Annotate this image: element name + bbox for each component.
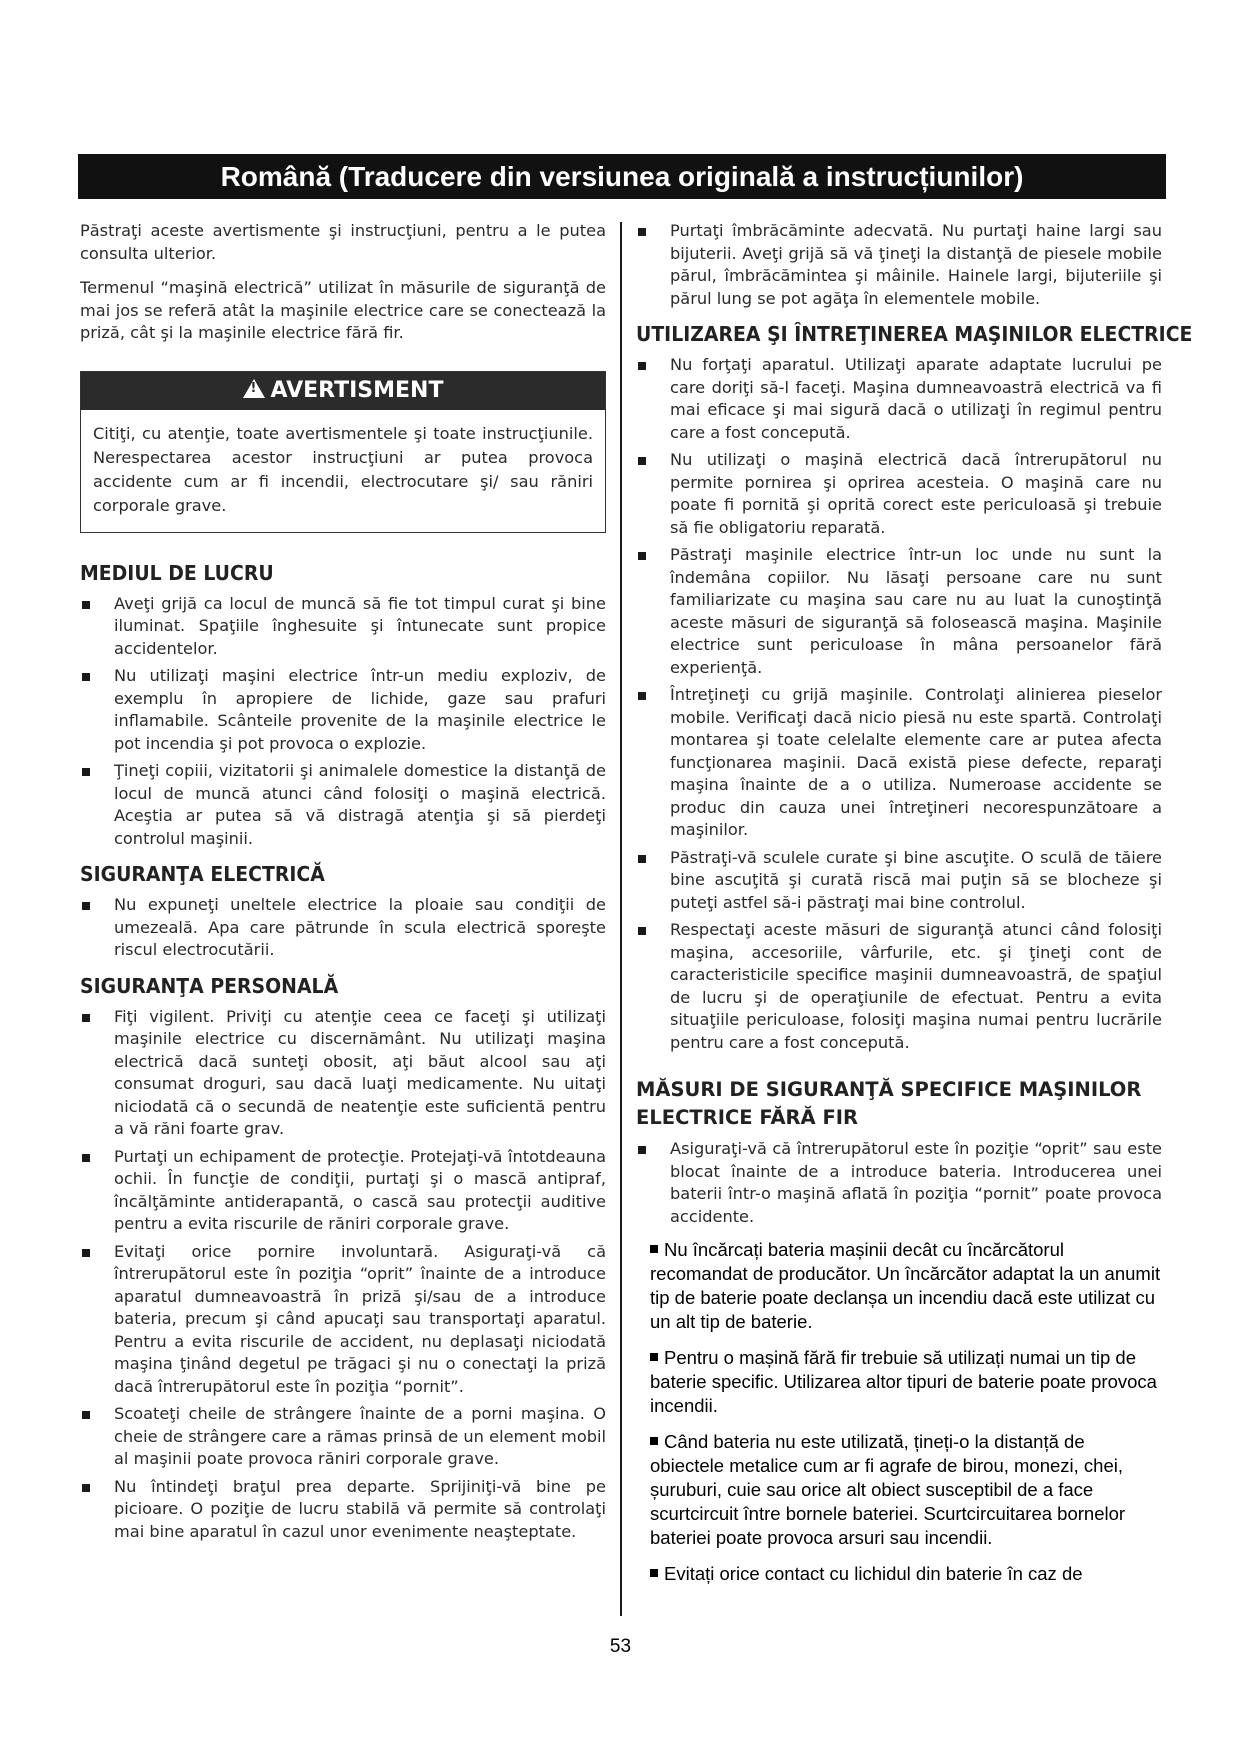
list-item: Aveţi grijă ca locul de muncă să fie tot timpul curat şi bine iluminat. Spaţiile înghesuite şi întunecate sunt propice accidentelor. (80, 593, 606, 661)
list-item: Purtaţi un echipament de protecţie. Protejaţi-vă întotdeauna ochii. În funcţie de condiţii, purtaţi şi o mască antipraf, încălţăminte antiderapantă, o cască sau protecţii auditive pentru a evita riscurile de răniri corporale grave. (80, 1146, 606, 1236)
use-care-list (636, 354, 1162, 1054)
work-area-list (80, 593, 606, 851)
list-item: Nu forţaţi aparatul. Utilizaţi aparate adaptate lucrului pe care doriţi să-l faceţi. Maşina dumneavoastră electrică va fi mai eficace şi mai sigură dacă o utilizaţi în regimul pentru care a fost concepută. (636, 354, 1162, 444)
bullet-square-icon (650, 1245, 658, 1253)
list-item: Păstraţi maşinile electrice într-un loc unde nu sunt la îndemâna copiilor. Nu lăsaţi persoane care nu sunt familiarizate cu maşina sau care nu au luat la cunoştinţă aceste măsuri de siguranţă să folosească maşina. Maşinile electrice sunt periculoase în mâna persoanelor fără experienţă. (636, 544, 1162, 679)
list-item: Evitați orice contact cu lichidul din baterie în caz de (650, 1562, 1162, 1586)
bullet-square-icon (650, 1569, 658, 1577)
personal-list (80, 1006, 606, 1544)
section-heading-cordless: MĂSURI DE SIGURANŢĂ SPECIFICE MAŞINILOR ELECTRICE FĂRĂ FIR (636, 1078, 1142, 1129)
list-item: Evitaţi orice pornire involuntară. Asiguraţi-vă că întrerupătorul este în poziţia “oprit” înainte de a introduce aparatul dumneavoastră în priză şi/sau de a introduce bateria, precum şi când apucaţi sau transportaţi aparatul. Pentru a evita riscurile de accident, nu deplasaţi niciodată maşina ţinând degetul pe trăgaci şi nu o conectaţi la priză dacă întrerupătorul este în poziţia “pornit”. (80, 1241, 606, 1399)
section-heading-work-area: MEDIUL DE LUCRU (80, 560, 274, 585)
bullet-square-icon (650, 1353, 658, 1361)
list-item: Nu expuneţi uneltele electrice la ploaie sau condiţii de umezeală. Apa care pătrunde în scula electrică sporeşte riscul electrocutării. (80, 894, 606, 962)
warning-header (81, 372, 605, 410)
intro-paragraph: Termenul “maşină electrică” utilizat în măsurile de siguranţă de mai jos se referă atât la maşinile electrice care se conectează la priză, cât şi la maşinile electrice fără fir. (80, 278, 606, 342)
warning-text: Citiţi, cu atenţie, toate avertismentele şi toate instrucţiunile. Nerespectarea acestor instrucţiuni ar putea provoca accidente cum ar fi incendii, electrocutare şi/ sau răniri corporale grave. (93, 423, 593, 515)
list-item: Fiţi vigilent. Priviţi cu atenţie ceea ce faceţi şi utilizaţi maşinile electrice cu discernământ. Nu utilizaţi maşina electrică dacă sunteţi obosit, aţi băut alcool sau aţi consumat droguri, sau dacă luaţi medicamente. Nu uitaţi niciodată că o secundă de neatenţie este suficientă pentru a vă răni foarte grav. (80, 1006, 606, 1141)
page-number: 53 (609, 1636, 632, 1657)
warning-box (80, 371, 606, 533)
warning-triangle-icon (243, 379, 265, 398)
list-item: Asiguraţi-vă că întrerupătorul este în poziţie “oprit” sau este blocat înainte de a introduce bateria. Introducerea unei baterii într-o maşină aflată în poziţia “pornit” poate provoca accidente. (636, 1138, 1162, 1228)
battery-list (636, 1238, 1162, 1586)
bullet-square-icon (650, 1437, 658, 1445)
list-item: Nu întindeţi braţul prea departe. Sprijiniţi-vă bine pe picioare. O poziţie de lucru stabilă vă permite să controlaţi mai bine aparatul în cazul unor evenimente neaşteptate. (80, 1476, 606, 1544)
list-item: Când bateria nu este utilizată, țineți-o la distanță de obiectele metalice cum ar fi agrafe de birou, monezi, chei, șuruburi, cuie sau orice alt obiect susceptibil de a face scurtcircuit între bornele bateriei. Scurtcircuitarea bornelor bateriei poate provoca arsuri sau incendii. (650, 1431, 1126, 1548)
list-item: Nu încărcați bateria mașinii decât cu încărcătorul recomandat de producător. Un încărcător adaptat la un anumit tip de baterie poate declanșa un incendiu dacă este utilizat cu un alt tip de baterie. (650, 1239, 1161, 1332)
electrical-list (80, 894, 606, 962)
list-item: Întreţineţi cu grijă maşinile. Controlaţi alinierea pieselor mobile. Verificaţi dacă nicio piesă nu este spartă. Controlaţi montarea şi toate celelalte elemente care ar putea afecta funcţionarea maşinii. Dacă există piese defecte, reparaţi maşina înainte de a o utiliza. Numeroase accidente se produc din cauza unei întreţineri necorespunzătoare a maşinilor. (636, 684, 1162, 842)
intro-paragraph: Păstraţi aceste avertismente şi instrucţiuni, pentru a le putea consulta ulterior. (80, 221, 606, 263)
list-item: Nu utilizaţi o maşină electrică dacă întrerupătorul nu permite pornirea şi oprirea acesteia. O maşină care nu poate fi pornită şi oprită corect este periculoasă şi trebuie să fie obligatoriu reparată. (636, 449, 1162, 539)
page-title-banner: Română (Traducere din versiunea originală a instrucțiunilor) (78, 154, 1166, 199)
clothing-list (636, 220, 1162, 310)
list-item: Respectaţi aceste măsuri de siguranţă atunci când folosiţi maşina, accesoriile, vârfurile, etc. şi ţineţi cont de caracteristicile specifice maşinii dumneavoastră, de spaţiul de lucru şi de operaţiunile de efectuat. Pentru a evita situaţiile periculoase, folosiţi maşina numai pentru lucrările pentru care a fost concepută. (636, 919, 1162, 1054)
warning-title: AVERTISMENT (270, 377, 444, 403)
list-item: Ţineţi copiii, vizitatorii şi animalele domestice la distanţă de locul de muncă atunci când folosiţi o maşină electrică. Aceştia ar putea să vă distragă atenţia şi să pierdeţi controlul maşinii. (80, 760, 606, 850)
right-column (636, 220, 1193, 1598)
list-item: Scoateţi cheile de strângere înainte de a porni maşina. O cheie de strângere care a rămas prinsă de un element mobil al maşinii poate provoca răniri corporale grave. (80, 1403, 606, 1471)
left-column (80, 220, 606, 1553)
list-item: Pentru o mașină fără fir trebuie să utilizați numai un tip de baterie specific. Utilizarea altor tipuri de baterie poate provoca incendii. (650, 1347, 1157, 1416)
list-item: Păstraţi-vă sculele curate şi bine ascuţite. O sculă de tăiere bine ascuţită şi curată riscă mai puţin să se blocheze şi puteţi astfel să-i păstraţi mai bine controlul. (636, 847, 1162, 915)
cordless-list (636, 1138, 1162, 1228)
section-heading-use-care: UTILIZAREA ŞI ÎNTREŢINEREA MAŞINILOR ELECTRICE (636, 322, 1193, 346)
section-heading-personal: SIGURANŢA PERSONALĂ (80, 973, 339, 998)
list-item: Purtaţi îmbrăcăminte adecvată. Nu purtaţi haine largi sau bijuterii. Aveţi grijă să vă ţineţi la distanţă de piesele mobile părul, îmbrăcămintea şi mâinile. Hainele largi, bijuteriile şi părul lung se pot agăţa în elementele mobile. (636, 220, 1162, 310)
list-item: Nu utilizaţi maşini electrice într-un mediu exploziv, de exemplu în apropiere de lichide, gaze sau prafuri inflamabile. Scânteile provenite de la maşinile electrice le pot incendia şi pot provoca o explozie. (80, 665, 606, 755)
section-heading-electrical: SIGURANŢA ELECTRICĂ (80, 862, 325, 886)
column-divider (620, 222, 622, 1616)
